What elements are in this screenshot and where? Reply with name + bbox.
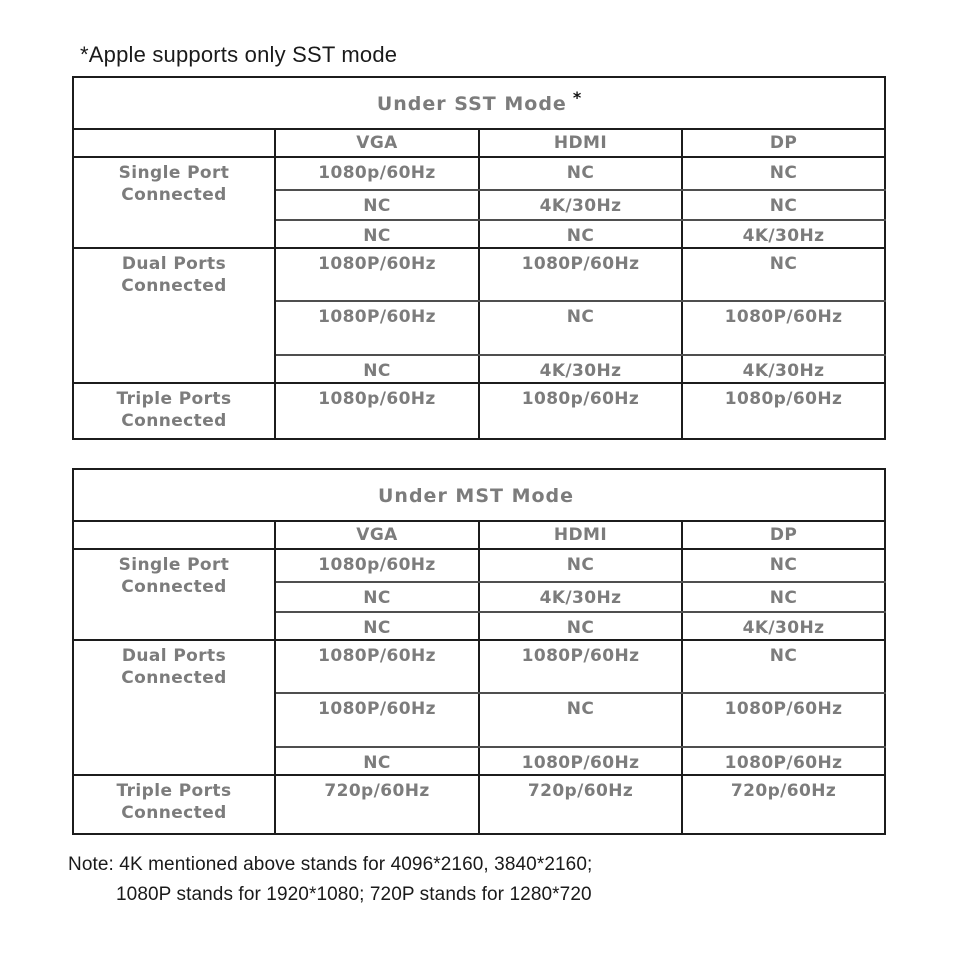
- mst-dual-ports-label: Dual Ports Connected: [73, 640, 275, 775]
- table-cell: NC: [275, 747, 479, 775]
- sst-title-text: Under SST Mode: [376, 93, 567, 115]
- table-cell: 1080P/60Hz: [682, 693, 885, 747]
- table-cell: 1080p/60Hz: [682, 383, 885, 439]
- mst-corner-cell: [73, 521, 275, 549]
- resolution-note-line2: 1080P stands for 1920*1080; 720P stands for 1280*720: [116, 884, 592, 905]
- sst-header-row: [73, 129, 885, 157]
- table-cell: 4K/30Hz: [479, 582, 682, 612]
- table-row: [73, 549, 885, 582]
- table-cell: 1080p/60Hz: [479, 383, 682, 439]
- table-cell: NC: [275, 612, 479, 640]
- table-cell: 1080p/60Hz: [275, 383, 479, 439]
- table-cell: NC: [275, 220, 479, 248]
- table-cell: NC: [275, 355, 479, 383]
- sst-triple-ports-label: Triple Ports Connected: [73, 383, 275, 439]
- mst-column-header-dp: DP: [682, 521, 885, 549]
- apple-sst-note: *Apple supports only SST mode: [80, 42, 398, 67]
- mst-title-row: [73, 469, 885, 521]
- mst-header-row: [73, 521, 885, 549]
- table-cell: 1080P/60Hz: [275, 301, 479, 355]
- table-cell: 4K/30Hz: [479, 190, 682, 220]
- sst-corner-cell: [73, 129, 275, 157]
- table-cell: 1080p/60Hz: [275, 157, 479, 190]
- sst-column-header-hdmi: HDMI: [479, 129, 682, 157]
- sst-title-asterisk: *: [572, 88, 582, 107]
- table-row: [73, 248, 885, 301]
- table-cell: 4K/30Hz: [682, 355, 885, 383]
- mst-table-title: [73, 469, 885, 521]
- sst-title-row: [73, 77, 885, 129]
- table-cell: NC: [682, 248, 885, 301]
- table-cell: NC: [479, 220, 682, 248]
- table-cell: 1080P/60Hz: [479, 640, 682, 693]
- table-cell: NC: [682, 582, 885, 612]
- table-cell: NC: [275, 190, 479, 220]
- table-cell: 1080P/60Hz: [275, 640, 479, 693]
- table-cell: NC: [682, 190, 885, 220]
- table-cell: 720p/60Hz: [275, 775, 479, 834]
- table-cell: 720p/60Hz: [479, 775, 682, 834]
- table-cell: NC: [479, 693, 682, 747]
- table-cell: NC: [682, 640, 885, 693]
- mst-title-text: Under MST Mode: [378, 485, 575, 507]
- table-cell: 1080P/60Hz: [275, 248, 479, 301]
- table-row: [73, 157, 885, 190]
- table-cell: 720p/60Hz: [682, 775, 885, 834]
- mst-column-header-hdmi: HDMI: [479, 521, 682, 549]
- table-cell: 1080P/60Hz: [479, 747, 682, 775]
- table-row: [73, 640, 885, 693]
- mst-column-header-vga: VGA: [275, 521, 479, 549]
- sst-dual-ports-label: Dual Ports Connected: [73, 248, 275, 383]
- table-cell: 1080P/60Hz: [682, 301, 885, 355]
- table-row: [73, 383, 885, 439]
- resolution-note-line1: Note: 4K mentioned above stands for 4096*2160, 3840*2160;: [68, 854, 593, 875]
- sst-mode-table: [72, 76, 886, 440]
- table-cell: NC: [682, 549, 885, 582]
- table-row: [73, 775, 885, 834]
- table-cell: NC: [479, 157, 682, 190]
- table-cell: NC: [682, 157, 885, 190]
- table-gap: [0, 440, 960, 468]
- sst-column-header-vga: VGA: [275, 129, 479, 157]
- table-cell: 4K/30Hz: [479, 355, 682, 383]
- table-cell: NC: [275, 582, 479, 612]
- sst-single-port-label: Single Port Connected: [73, 157, 275, 248]
- table-cell: 1080P/60Hz: [479, 248, 682, 301]
- mst-mode-table: [72, 468, 886, 835]
- table-cell: NC: [479, 612, 682, 640]
- table-cell: 1080P/60Hz: [682, 747, 885, 775]
- table-cell: 1080p/60Hz: [275, 549, 479, 582]
- sst-table-title: [73, 77, 885, 129]
- table-cell: NC: [479, 549, 682, 582]
- table-cell: 4K/30Hz: [682, 220, 885, 248]
- table-cell: 4K/30Hz: [682, 612, 885, 640]
- sst-column-header-dp: DP: [682, 129, 885, 157]
- mst-single-port-label: Single Port Connected: [73, 549, 275, 640]
- mst-triple-ports-label: Triple Ports Connected: [73, 775, 275, 834]
- table-cell: NC: [479, 301, 682, 355]
- table-cell: 1080P/60Hz: [275, 693, 479, 747]
